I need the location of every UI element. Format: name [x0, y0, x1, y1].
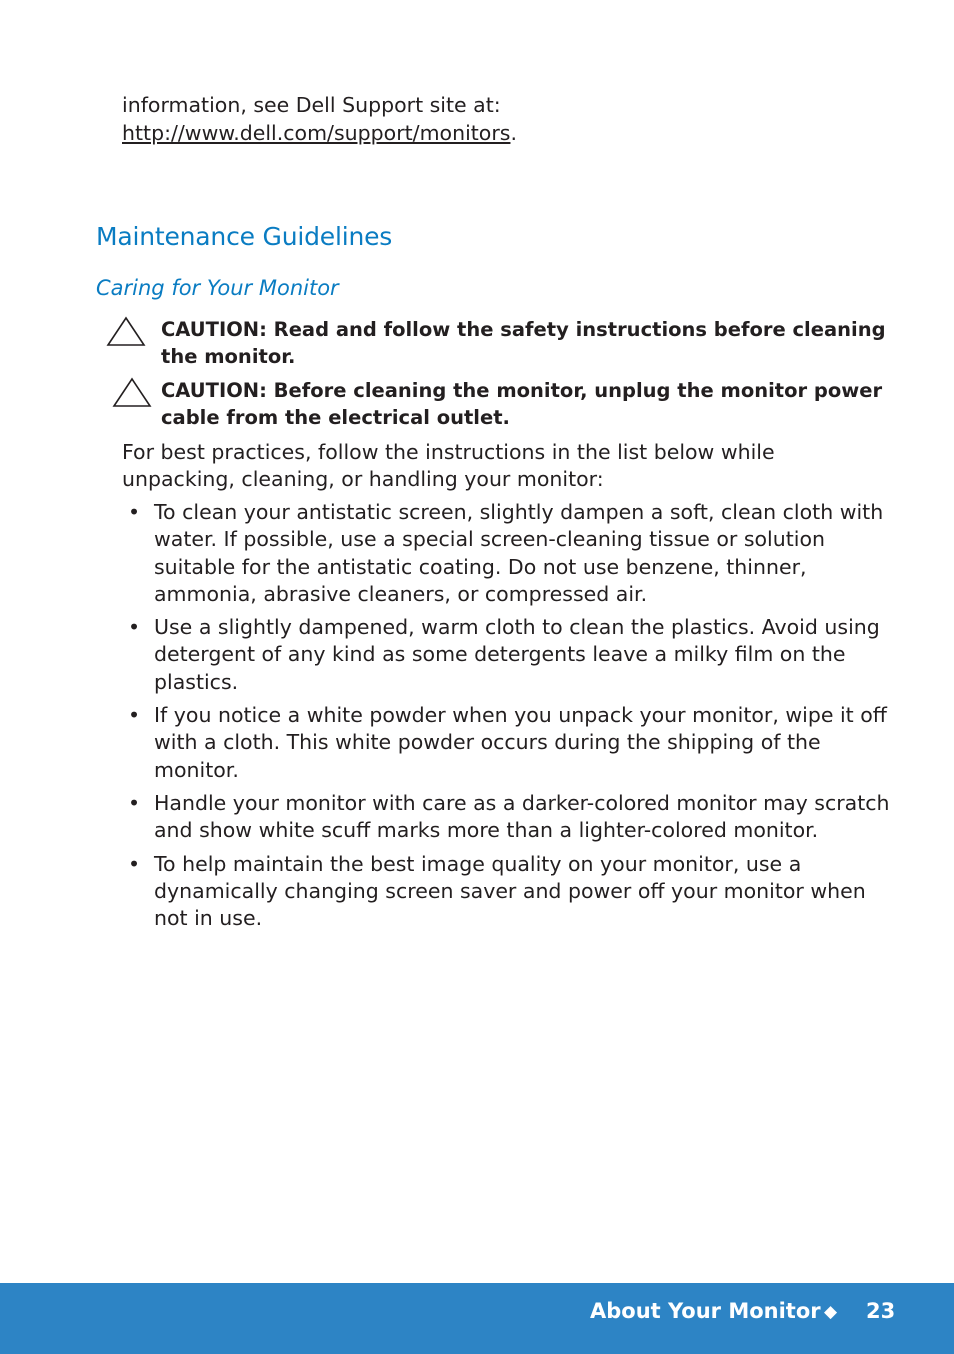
page-number: 23: [866, 1299, 896, 1323]
intro-paragraph: [122, 91, 517, 147]
caution-text: [161, 316, 886, 370]
section-title: Maintenance Guidelines: [96, 222, 393, 251]
caution-line: CAUTION: Read and follow the safety instructions before cleaning: [161, 318, 886, 341]
lead-paragraph: For best practices, follow the instructions in the list below while unpacking, cleaning, or handling your monitor:: [122, 440, 775, 491]
bullet-icon: •: [128, 615, 141, 640]
list-item-text: To clean your antistatic screen, slightly dampen a soft, clean cloth with water. If possible, use a special screen-cleaning tissue or solution suitable for the antistatic coating. Do not use benzene, thinner, ammonia, abrasive cleaners, or compressed air.: [154, 500, 884, 606]
subsection-title: Caring for Your Monitor: [96, 276, 339, 300]
caution-line: CAUTION: Before cleaning the monitor, unplug the monitor power: [161, 379, 883, 402]
bullet-icon: •: [128, 851, 141, 876]
intro-text: information, see Dell Support site at:: [122, 93, 501, 117]
intro-period: .: [510, 121, 517, 145]
caution-triangle-icon: [106, 316, 146, 348]
bullet-icon: •: [128, 703, 141, 728]
care-list: [122, 499, 890, 938]
caution-text: [161, 377, 882, 431]
list-item-text: Use a slightly dampened, warm cloth to clean the plastics. Avoid using detergent of any kind as some detergents leave a milky film on the plastics.: [154, 615, 880, 694]
list-item: [122, 614, 890, 696]
list-item-text: Handle your monitor with care as a darker-colored monitor may scratch and show white scuff marks more than a lighter-colored monitor.: [154, 790, 890, 843]
page-footer: [0, 1283, 954, 1354]
list-item-text: To help maintain the best image quality on your monitor, use a dynamically changing screen saver and power off your monitor when not in use.: [154, 851, 866, 931]
footer-section-title: About Your Monitor: [590, 1299, 821, 1323]
caution-triangle-icon: [112, 377, 156, 409]
list-item: [122, 702, 890, 784]
bullet-icon: •: [128, 790, 141, 815]
caution-line: cable from the electrical outlet.: [161, 406, 510, 429]
support-link[interactable]: http://www.dell.com/support/monitors: [122, 121, 511, 145]
list-item: [122, 499, 890, 608]
list-item: [122, 851, 890, 933]
bullet-icon: •: [128, 500, 141, 524]
caution-line: the monitor.: [161, 345, 296, 368]
diamond-icon: ◆: [824, 1302, 838, 1322]
list-item: [122, 790, 890, 845]
list-item-text: If you notice a white powder when you unpack your monitor, wipe it off with a cloth. This white powder occurs during the shipping of the monitor.: [154, 703, 887, 782]
